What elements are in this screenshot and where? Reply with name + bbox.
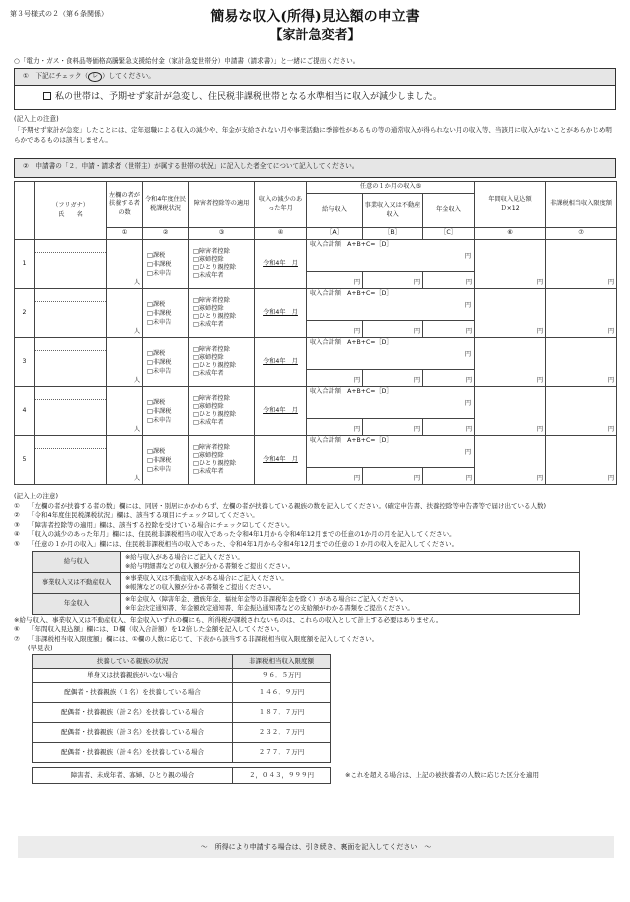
note-text: 「収入の減少のあった年月」欄には、住民税非課税相当の収入であった令和4年1月から令和4年12月までの任意の1か月の月を記入してください。 (28, 530, 456, 539)
tax-option[interactable]: □課税 (147, 349, 166, 357)
fast-limit: １８７．７万円 (233, 702, 331, 722)
footer-note: 〜 所得により申請する場合は、引き続き、裏面を記入してください 〜 (18, 836, 614, 858)
income-type-desc (121, 572, 580, 593)
income-type-desc (121, 593, 580, 614)
income-type-line: ※給与明細書などの収入額が分かる書類をご提出ください。 (125, 562, 294, 570)
table-row (15, 436, 617, 468)
header-dependents: 左欄の者が扶養する者の数 (107, 182, 143, 228)
note-item (14, 511, 618, 521)
tax-status-options[interactable] (143, 436, 189, 485)
deduction-option[interactable]: □寡婦控除 (193, 256, 224, 263)
annual-field[interactable]: 円 (475, 240, 546, 289)
reduced-month-field[interactable]: 令和4年 月 (255, 240, 307, 289)
income-type-line: ※帳簿などの収入額が分かる書類をご提出ください。 (125, 583, 276, 591)
pension-field[interactable]: 円 (423, 370, 475, 387)
deduction-options[interactable] (189, 240, 255, 289)
yen-unit: 円 (464, 400, 472, 408)
tax-option[interactable]: □未申告 (147, 465, 172, 473)
sum-formula: 収入合計額 A+B+C=［D］ (310, 339, 393, 346)
income-sum-field[interactable] (307, 240, 475, 272)
col-number-1: ① (107, 228, 143, 240)
header-salary: 給与収入 (307, 194, 363, 228)
table-row (15, 338, 617, 370)
table-row (15, 387, 617, 419)
deduction-option[interactable]: □寡婦控除 (193, 452, 224, 459)
header-business: 事業収入又は不動産収入 (363, 194, 423, 228)
table-row (15, 289, 617, 321)
row-number: 3 (15, 338, 35, 387)
name-field[interactable] (35, 289, 107, 338)
limit-field[interactable]: 円 (546, 289, 617, 338)
note-1-text: 「予期せず家計が急変」したことには、定年退職による収入の減少や、年金が支給されない月や事業活動に季節性があるもの等の通常収入が得られない月の収入等、当該月に収入がないことがあらかじめ明らかであるものは該当しません。 (14, 126, 612, 144)
business-field[interactable]: 円 (363, 370, 423, 387)
tax-status-options[interactable] (143, 289, 189, 338)
note-key: ② (14, 511, 20, 520)
section-1 (14, 68, 616, 110)
income-sum-field[interactable] (307, 436, 475, 468)
household-income-table (14, 181, 617, 485)
income-sum-field[interactable] (307, 338, 475, 370)
annual-field[interactable]: 円 (475, 387, 546, 436)
salary-field[interactable]: 円 (307, 272, 363, 289)
col-letter-c: ［C］ (423, 228, 475, 240)
col-number-7: ⑦ (546, 228, 617, 240)
sum-formula: 収入合計額 A+B+C=［D］ (310, 388, 393, 395)
income-type-label: 年金収入 (33, 593, 121, 614)
header-deduction: 障害者控除等の適用 (189, 182, 255, 228)
income-type-line: ※年金収入（障害年金、遺族年金、福祉年金等の非課税年金を除く）がある場合にご記入ください。 (125, 595, 408, 603)
dependents-field[interactable]: 人 (107, 289, 143, 338)
table-row (15, 240, 617, 272)
pension-field[interactable]: 円 (423, 468, 475, 485)
sudden-change-statement (15, 86, 615, 104)
header-monthly-income: 任意の１か月の収入⑤ (307, 182, 475, 194)
dependents-field[interactable]: 人 (107, 436, 143, 485)
special-table (32, 767, 331, 784)
note-key: ④ (14, 530, 20, 539)
income-type-row (33, 572, 580, 593)
deduction-option[interactable]: □未成年者 (193, 272, 224, 279)
income-sum-field[interactable] (307, 289, 475, 321)
dependents-field[interactable]: 人 (107, 338, 143, 387)
income-sum-field[interactable] (307, 387, 475, 419)
deduction-option[interactable]: □ひとり親控除 (193, 362, 236, 369)
income-type-desc (121, 551, 580, 572)
note-key: ⑥ (14, 625, 20, 634)
note-item (14, 521, 618, 531)
pension-field[interactable]: 円 (423, 419, 475, 436)
business-field[interactable]: 円 (363, 272, 423, 289)
deduction-option[interactable]: □未成年者 (193, 370, 224, 377)
note-item (14, 540, 618, 550)
tax-option[interactable]: □未申告 (147, 367, 172, 375)
tax-option[interactable]: □非課税 (147, 358, 172, 366)
pension-field[interactable]: 円 (423, 272, 475, 289)
col-letter-b: ［B］ (363, 228, 423, 240)
fast-head-limit: 非課税相当収入限度額 (233, 654, 331, 668)
business-field[interactable]: 円 (363, 468, 423, 485)
deduction-option[interactable]: □ひとり親控除 (193, 460, 236, 467)
deduction-option[interactable]: □障害者控除 (193, 297, 230, 304)
fast-limit: １４６．９万円 (233, 682, 331, 702)
header-annual (475, 182, 546, 228)
tax-option[interactable]: □非課税 (147, 260, 172, 268)
header-annual-label: 年間収入見込額 (488, 196, 532, 204)
special-row (14, 767, 618, 784)
header-name-label: 氏 名 (58, 210, 83, 218)
deduction-options[interactable] (189, 289, 255, 338)
deduction-option[interactable]: □障害者控除 (193, 248, 230, 255)
deduction-option[interactable]: □未成年者 (193, 321, 224, 328)
deduction-options[interactable] (189, 387, 255, 436)
tax-status-options[interactable] (143, 338, 189, 387)
reduced-month-field[interactable]: 令和4年 月 (255, 436, 307, 485)
header-name (35, 182, 107, 240)
tax-option[interactable]: □課税 (147, 300, 166, 308)
limit-field[interactable]: 円 (546, 240, 617, 289)
page-subtitle: 【家計急変者】 (269, 28, 361, 43)
tax-option[interactable]: □課税 (147, 251, 166, 259)
col-letter-a: ［A］ (307, 228, 363, 240)
fast-row (33, 668, 331, 682)
business-field[interactable]: 円 (363, 321, 423, 338)
deduction-option[interactable]: □未成年者 (193, 468, 224, 475)
income-type-line: ※事業収入又は不動産収入がある場合にご記入ください。 (125, 574, 288, 582)
income-type-row (33, 593, 580, 614)
header-annual-sub: Ｄ×12 (500, 204, 520, 212)
col-number-2: ② (143, 228, 189, 240)
annual-field[interactable]: 円 (475, 289, 546, 338)
income-type-line: ※年金決定通知書、年金額改定通知書、年金振込通知書などの支給額がわかる書類をご提出ください。 (125, 604, 414, 612)
tax-option[interactable]: □非課税 (147, 309, 172, 317)
tax-option[interactable]: □非課税 (147, 456, 172, 464)
tax-option[interactable]: □未申告 (147, 318, 172, 326)
deduction-option[interactable]: □ひとり親控除 (193, 411, 236, 418)
header-furigana: （フリガナ） (52, 202, 89, 210)
note-item-6 (14, 625, 618, 635)
sum-formula: 収入合計額 A+B+C=［D］ (310, 241, 393, 248)
note-key: ① (14, 501, 20, 510)
income-type-label: 事業収入又は不動産収入 (33, 572, 121, 593)
deduction-option[interactable]: □障害者控除 (193, 346, 230, 353)
reduced-month-field[interactable]: 令和4年 月 (255, 338, 307, 387)
note-text: 「令和4年度住民税課税状況」欄は、該当する項目にチェック☑してください。 (28, 511, 259, 520)
page-title: 簡易な収入(所得)見込額の申立書 (210, 9, 420, 25)
deduction-option[interactable]: □寡婦控除 (193, 305, 224, 312)
note-1-heading: (記入上の注意) (14, 115, 59, 123)
yen-unit: 円 (464, 449, 472, 457)
annual-field[interactable]: 円 (475, 338, 546, 387)
fast-head-status: 扶養している親族の状況 (33, 654, 233, 668)
row-number: 1 (15, 240, 35, 289)
deduction-option[interactable]: □障害者控除 (193, 444, 230, 451)
name-field[interactable] (35, 240, 107, 289)
fast-status: 配偶者・扶養親族（計２名）を扶養している場合 (33, 702, 233, 722)
annual-field[interactable]: 円 (475, 436, 546, 485)
fast-status: 配偶者・扶養親族（１名）を扶養している場合 (33, 682, 233, 702)
statement-checkbox[interactable] (43, 92, 51, 100)
deduction-options[interactable] (189, 436, 255, 485)
tax-option[interactable]: □課税 (147, 398, 166, 406)
fast-row (33, 722, 331, 742)
salary-field[interactable]: 円 (307, 419, 363, 436)
instruction-prefix: ① 下記にチェック（ (23, 72, 89, 80)
dependents-field[interactable]: 人 (107, 387, 143, 436)
row-number: 4 (15, 387, 35, 436)
header-reduced-month: 収入の減少のあった年月 (255, 182, 307, 228)
yen-unit: 円 (464, 253, 472, 261)
special-side-note: ※これを超える場合は、上記の被扶養者の人数に応じた区分を適用 (345, 770, 539, 779)
header-pension: 年金収入 (423, 194, 475, 228)
notes-2-items (14, 502, 618, 550)
name-field[interactable] (35, 436, 107, 485)
submission-notice: ○「電力・ガス・食料品等価格高騰緊急支援給付金（家計急変世帯分）申請書（請求書）」と一緒にご提出ください。 (14, 57, 360, 65)
deduction-option[interactable]: □ひとり親控除 (193, 313, 236, 320)
deduction-option[interactable]: □障害者控除 (193, 395, 230, 402)
tax-option[interactable]: □課税 (147, 447, 166, 455)
fast-row (33, 742, 331, 762)
header-number (15, 182, 35, 240)
special-status: 障害者、未成年者、寡婦、ひとり親の場合 (33, 767, 233, 783)
notes-2 (14, 492, 618, 784)
income-type-line: ※給与収入がある場合にご記入ください。 (125, 553, 244, 561)
note-item-7 (14, 635, 618, 645)
sum-formula: 収入合計額 A+B+C=［D］ (310, 437, 393, 444)
note-key: ⑤ (14, 539, 20, 548)
income-type-row (33, 551, 580, 572)
note-item (14, 530, 618, 540)
note-text: 「年間収入見込額」欄には、Ｄ欄（収入合計額）を12倍した金額を記入してください。 (28, 625, 284, 634)
name-field[interactable] (35, 338, 107, 387)
fast-row (33, 702, 331, 722)
fast-status: 単身又は扶養親族がいない場合 (33, 668, 233, 682)
fast-table-label: (早見表) (28, 644, 53, 653)
dependents-field[interactable]: 人 (107, 240, 143, 289)
notes-2-heading: (記入上の注意) (14, 492, 59, 500)
note-key: ③ (14, 520, 20, 529)
deduction-option[interactable]: □寡婦控除 (193, 354, 224, 361)
statement-text: 私の世帯は、予期せず家計が急変し、住民税非課税世帯となる水準相当に収入が減少しました。 (55, 91, 443, 102)
note-text: 「非課税相当収入限度額」欄には、①欄の人数に応じて、下表から該当する非課税相当収入限度額を記入してください。 (28, 634, 379, 643)
fast-status: 配偶者・扶養親族（計３名）を扶養している場合 (33, 722, 233, 742)
note-text: 「障害者控除等の適用」欄は、該当する控除を受けている場合にチェック☑してください。 (28, 520, 294, 529)
business-field[interactable]: 円 (363, 419, 423, 436)
check-mark-icon: レ (88, 72, 102, 82)
header-tax-status: 令和4年度住民税課税状況 (143, 182, 189, 228)
header-limit: 非課税相当収入限度額 (546, 182, 617, 228)
section-1-instruction (15, 69, 615, 86)
deduction-option[interactable]: □未成年者 (193, 419, 224, 426)
yen-unit: 円 (464, 351, 472, 359)
reduced-month-field[interactable]: 令和4年 月 (255, 387, 307, 436)
income-type-table (32, 551, 580, 615)
quick-reference-table (32, 654, 331, 763)
sum-formula: 収入合計額 A+B+C=［D］ (310, 290, 393, 297)
salary-field[interactable]: 円 (307, 468, 363, 485)
yen-unit: 円 (464, 302, 472, 310)
note-text: 「左欄の者が扶養する者の数」欄には、同居・別居にかかわらず、左欄の者が扶養している親族の数を記入してください。(確定申告書、扶養控除等申告書等で届け出ている人数) (28, 501, 547, 510)
deduction-options[interactable] (189, 338, 255, 387)
col-number-6: ⑥ (475, 228, 546, 240)
limit-field[interactable]: 円 (546, 436, 617, 485)
col-number-3: ③ (189, 228, 255, 240)
tax-status-options[interactable] (143, 387, 189, 436)
row-number: 2 (15, 289, 35, 338)
instruction-suffix: ）してください。 (102, 72, 155, 80)
limit-field[interactable]: 円 (546, 338, 617, 387)
fast-limit: ９６．５万円 (233, 668, 331, 682)
note-text: 「任意の１か月の収入」欄には、住民税非課税相当の収入であった、令和4年1月から令和4年12月までの任意の１か月の収入を記入してください。 (28, 539, 459, 548)
fast-limit: ２７７．７万円 (233, 742, 331, 762)
reduced-month-field[interactable]: 令和4年 月 (255, 289, 307, 338)
fast-status: 配偶者・扶養親族（計４名）を扶養している場合 (33, 742, 233, 762)
tax-option[interactable]: □未申告 (147, 416, 172, 424)
note-key: ⑦ (14, 634, 20, 643)
deduction-option[interactable]: □ひとり親控除 (193, 264, 236, 271)
col-number-4: ④ (255, 228, 307, 240)
notes-2-after-note: ※給与収入、事業収入又は不動産収入、年金収入いずれの欄にも、所得税が課税されないものは、これらの収入として計上する必要はありません。 (14, 615, 443, 624)
form-number: 第３号様式の２（第６条関係） (10, 10, 108, 18)
fast-limit: ２３２．７万円 (233, 722, 331, 742)
row-number: 5 (15, 436, 35, 485)
salary-field[interactable]: 円 (307, 370, 363, 387)
section-2-instruction: ② 申請書の「２．申請・請求者（世帯主）が属する世帯の状況」に記入した者全てについて記入してください。 (14, 158, 616, 178)
tax-status-options[interactable] (143, 240, 189, 289)
limit-field[interactable]: 円 (546, 387, 617, 436)
tax-option[interactable]: □未申告 (147, 269, 172, 277)
pension-field[interactable]: 円 (423, 321, 475, 338)
deduction-option[interactable]: □寡婦控除 (193, 403, 224, 410)
fast-row (33, 682, 331, 702)
note-item (14, 502, 618, 512)
salary-field[interactable]: 円 (307, 321, 363, 338)
table-rows (15, 240, 617, 485)
name-field[interactable] (35, 387, 107, 436)
special-limit: ２，０４３，９９９円 (233, 767, 331, 783)
tax-option[interactable]: □非課税 (147, 407, 172, 415)
income-type-label: 給与収入 (33, 551, 121, 572)
